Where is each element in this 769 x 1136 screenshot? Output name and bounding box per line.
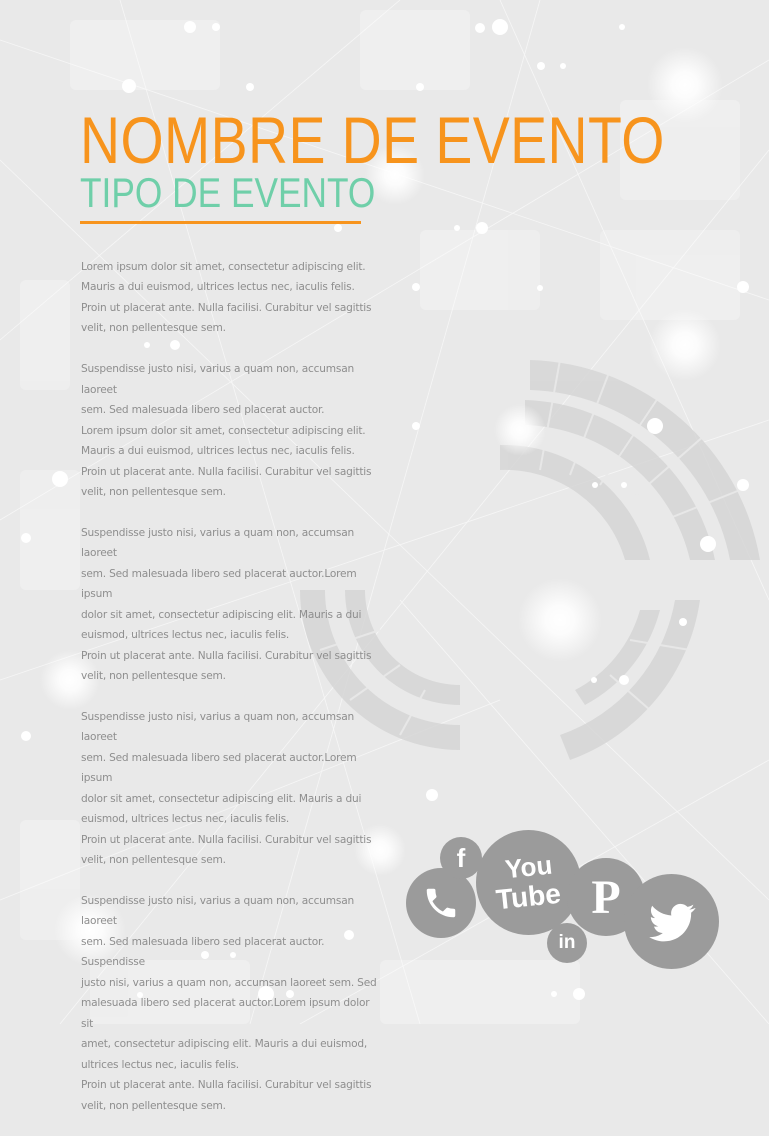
facebook-label: f [456,842,466,873]
paragraph: Suspendisse justo nisi, varius a quam non, accumsan laoreet sem. Sed malesuada libero sed placerat auctor.Lorem ipsum dolor sit amet, consectetur adipiscing elit. Mauris a dui euismod, ultrices lectus nec, iaculis felis. Proin ut placerat ante. Nulla facilisi. Curabitur vel sagittis velit, non pellentesque sem. [81,526,372,683]
phone-glyph [422,884,460,922]
paragraph: Suspendisse justo nisi, varius a quam non, accumsan laoreet sem. Sed malesuada libero sed placerat auctor. Suspendisse justo nisi, varius a quam non, accumsan laoreet sem. Sed malesuada libero sed placerat auctor.Lorem ipsum dolor sit amet, consectetur adipiscing elit. Mauris a dui euismod, ultrices lectus nec, iaculis felis. Proin ut placerat ante. Nulla facilisi. Curabitur vel sagittis velit, non pellentesque sem. [81,894,377,1112]
paragraph: Lorem ipsum dolor sit amet, consectetur adipiscing elit. Mauris a dui euismod, ultrices lectus nec, iaculis felis. Proin ut placerat ante. Nulla facilisi. Curabitur vel sagittis velit, non pellentesque sem. [81,261,372,335]
twitter-icon[interactable] [624,874,719,969]
event-title: NOMBRE DE EVENTO [80,103,665,177]
linkedin-icon[interactable] [547,923,587,963]
title-underline [80,221,361,224]
paragraph: Suspendisse justo nisi, varius a quam non, accumsan laoreet sem. Sed malesuada libero sed placerat auctor.Lorem ipsum dolor sit amet, consectetur adipiscing elit. Mauris a dui euismod, ultrices lectus nec, iaculis felis. Proin ut placerat ante. Nulla facilisi. Curabitur vel sagittis velit, non pellentesque sem. [81,710,372,867]
youtube-label-top: You [503,849,554,884]
paragraph: Suspendisse justo nisi, varius a quam non, accumsan laoreet sem. Sed malesuada libero sed placerat auctor. Lorem ipsum dolor sit amet, consectetur adipiscing elit. Mauris a dui euismod, ultrices lectus nec, iaculis felis. Proin ut placerat ante. Nulla facilisi. Curabitur vel sagittis velit, non pellentesque sem. [81,363,372,498]
social-links [400,825,730,975]
facebook-icon[interactable] [440,837,482,879]
pinterest-label: P [591,870,621,924]
twitter-glyph [645,895,699,949]
event-type: TIPO DE EVENTO [80,169,376,216]
youtube-label-bottom: Tube [494,877,563,915]
linkedin-label: in [558,932,576,953]
body-text [81,257,381,1136]
youtube-icon[interactable] [476,830,581,935]
